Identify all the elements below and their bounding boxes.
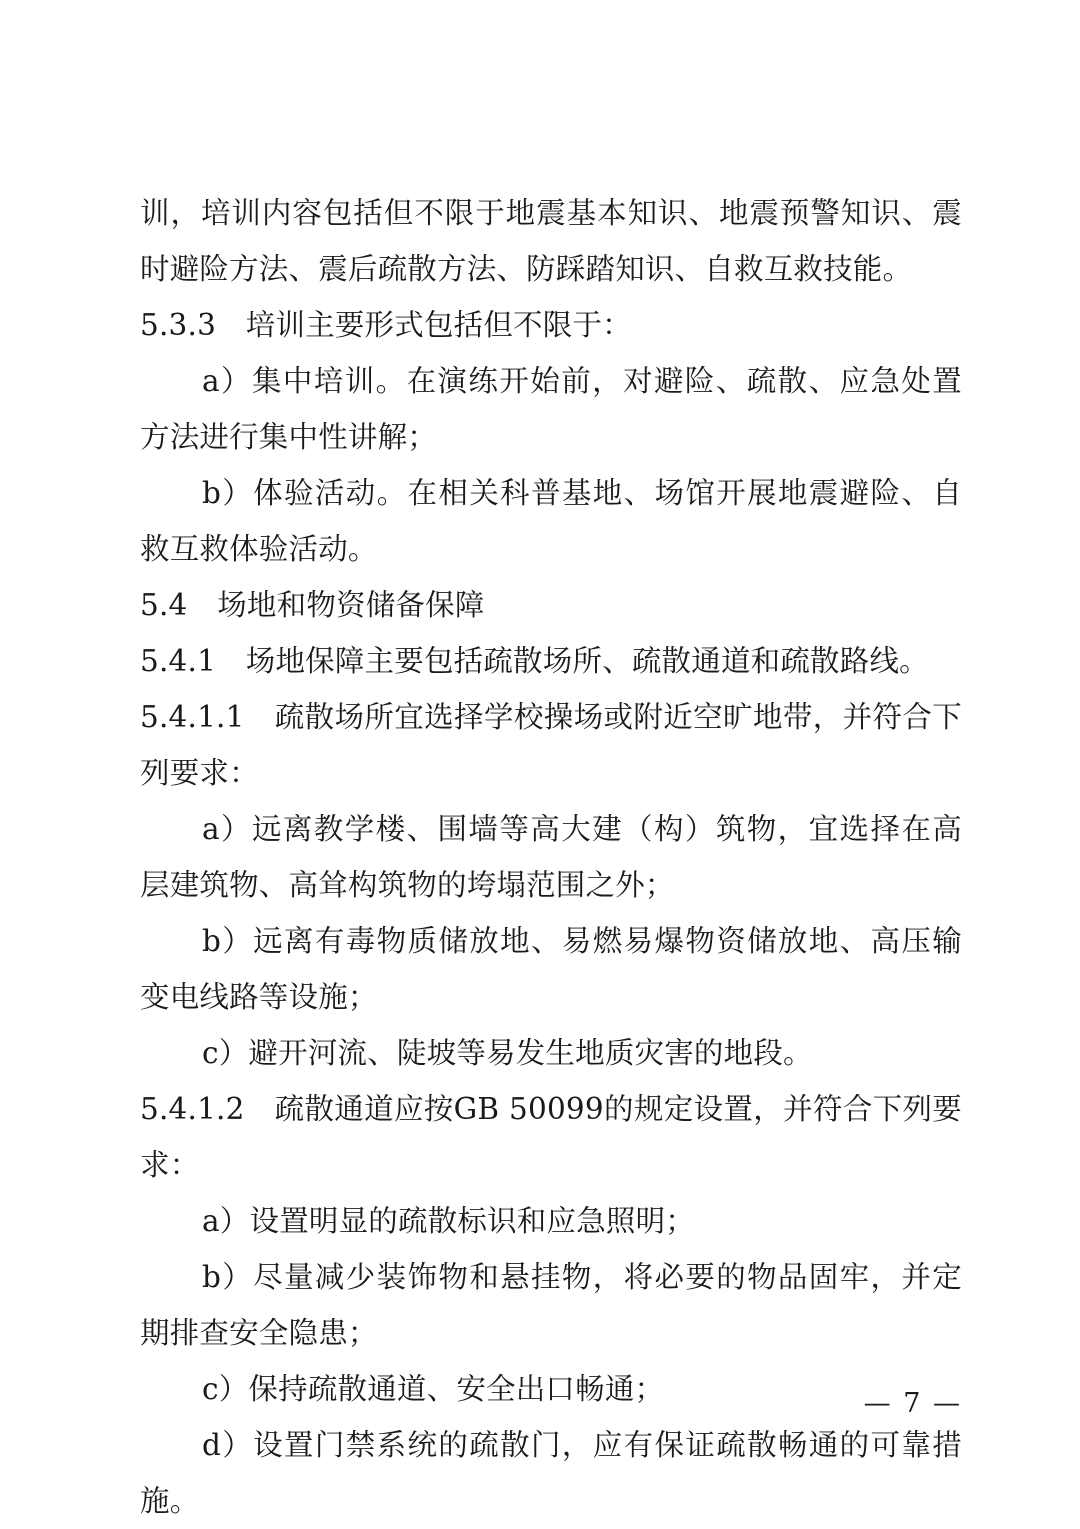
- document-body: [140, 185, 962, 1529]
- list-item-a-site: a）远离教学楼、围墙等高大建（构）筑物，宜选择在高层建筑物、高耸构筑物的垮塌范围之外；: [140, 812, 962, 902]
- list-item-c-passage: c）保持疏散通道、安全出口畅通；: [202, 1372, 665, 1406]
- list-item-b-training: b）体验活动。在相关科普基地、场馆开展地震避险、自救互救体验活动。: [140, 476, 962, 566]
- clause-5-4-1-1: 5.4.1.1 疏散场所宜选择学校操场或附近空旷地带，并符合下列要求：: [140, 700, 962, 790]
- list-item-d-passage: d）设置门禁系统的疏散门，应有保证疏散畅通的可靠措施。: [140, 1428, 962, 1518]
- page-number: — 7 —: [863, 1388, 962, 1419]
- clause-5-3-3: 5.3.3 培训主要形式包括但不限于：: [140, 308, 632, 342]
- list-item-b-site: b）远离有毒物质储放地、易燃易爆物资储放地、高压输变电线路等设施；: [140, 924, 962, 1014]
- heading-5-4: 5.4 场地和物资储备保障: [140, 588, 485, 622]
- clause-5-4-1-2: 5.4.1.2 疏散通道应按GB 50099的规定设置，并符合下列要求：: [140, 1092, 962, 1182]
- list-item-b-passage: b）尽量减少装饰物和悬挂物，将必要的物品固牢，并定期排查安全隐患；: [140, 1260, 962, 1350]
- paragraph-continuation: 训，培训内容包括但不限于地震基本知识、地震预警知识、震时避险方法、震后疏散方法、防踩踏知识、自救互救技能。: [140, 196, 962, 286]
- list-item-a-passage: a）设置明显的疏散标识和应急照明；: [202, 1204, 695, 1238]
- clause-5-4-1: 5.4.1 场地保障主要包括疏散场所、疏散通道和疏散路线。: [140, 644, 929, 678]
- list-item-a-training: a）集中培训。在演练开始前，对避险、疏散、应急处置方法进行集中性讲解；: [140, 364, 962, 454]
- list-item-c-site: c）避开河流、陡坡等易发生地质灾害的地段。: [202, 1036, 813, 1070]
